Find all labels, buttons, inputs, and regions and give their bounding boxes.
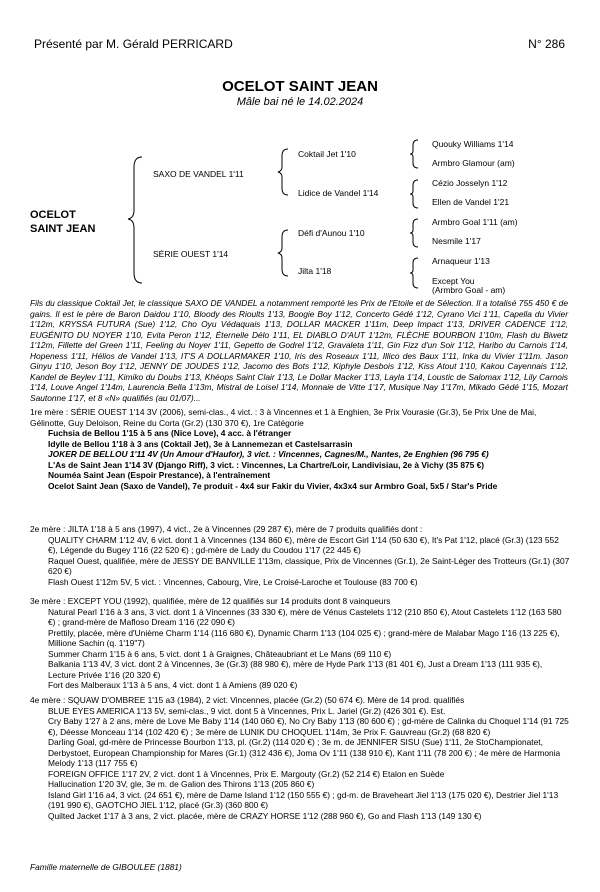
mere3-line: Fort des Malberaux 1'13 à 5 ans, 4 vict. dont 1 à Amiens (89 020 €) [48, 680, 298, 690]
pedigree-sds: Cézio Josselyn 1'12 [432, 178, 508, 188]
pedigree-ds: Défi d'Aunou 1'10 [298, 228, 365, 238]
pedigree-dsd: Nesmile 1'17 [432, 236, 481, 246]
pedigree-sss: Quouky Williams 1'14 [432, 139, 514, 149]
famille-maternelle: Famille maternelle de GIBOULEE (1881) [30, 862, 182, 872]
horse-subtitle: Mâle bai né le 14.02.2024 [236, 96, 364, 108]
pedigree-brace-dam [276, 228, 292, 278]
mere2-line: Raquel Ouest, qualifiée, mère de JESSY DE BANVILLE 1'13m, classique, Prix de Vincennes (Gr.1), 2e Saint-Léger des Trotteurs (Gr.1) (307 620 €) [48, 555, 570, 576]
lot-number: N° 286 [528, 37, 565, 51]
mere1-line: JOKER DE BELLOU 1'11 4V (Un Amour d'Haufor), 3 vict. : Vincennes, Cagnes/M., Nantes, 2e Enghien (96 795 €) [48, 449, 489, 459]
pedigree-sdd: Ellen de Vandel 1'21 [432, 197, 510, 207]
presenter-text: Présenté par M. Gérald PERRICARD [34, 37, 233, 51]
mere3-line: Balkania 1'13 4V, 3 vict. dont 2 à Vincennes, 3e (Gr.3) (88 980 €), mère de Hyde Park 1'13 (81 401 €), Just a Dream 1'13 (111 935 €), Lecture Privée 1'16 (20 320 €) [48, 659, 543, 680]
mere3-head: 3e mère : EXCEPT YOU (1992), qualifiée, mère de 12 qualifiés sur 14 produits dont 8 vainqueurs [30, 596, 391, 606]
pedigree-brace-sire [276, 147, 292, 197]
mere1-line: L'As de Saint Jean 1'14 3V (Django Riff), 3 vict. : Vincennes, La Chartre/Loir, Landivisiau, 2e à Vichy (35 875 €) [48, 459, 485, 470]
mere3-line: Natural Pearl 1'16 à 3 ans, 3 vict. dont 1 à Vincennes (33 330 €), mère de Vénus Castelets 1'12 (210 850 €), Atout Castelets 1'12 (163 580 €) ; grand-mère de Mafloso Dream 1'16 (22 090 €) [48, 606, 562, 627]
section-mere1 [30, 407, 570, 491]
pedigree-brace-ds [408, 217, 422, 249]
pedigree-horse-line2: SAINT JEAN [30, 223, 96, 235]
pedigree-dds: Arnaqueur 1'13 [432, 256, 490, 266]
section-mere4 [30, 695, 570, 821]
mere1-head: 1re mère : SÉRIE OUEST 1'14 3V (2006), semi-clas., 4 vict. : 3 à Vincennes et 1 à Enghien, 3e Prix Vourasie (Gr.3), 5e Prix Une de Mai, Gélinotte, Guy Deloison, Reine du Corta (Gr.2) (130 370 €), 1re Catégorie [30, 407, 537, 428]
section-mere2 [30, 524, 570, 587]
horse-title: OCELOT SAINT JEAN [222, 78, 378, 95]
pedigree-brace-ss [408, 138, 422, 170]
pedigree-sd: Lidice de Vandel 1'14 [298, 188, 379, 198]
mere1-line: Ocelot Saint Jean (Saxo de Vandel), 7e produit - 4x4 sur Fakir du Vivier, 4x3x4 sur Armbro Goal, 5x5 / Star's Pride [48, 480, 498, 491]
sire-description: Fils du classique Coktail Jet, le classique SAXO DE VANDEL a notamment remporté les Prix de l'Etoile et de Sélection. Il a totalisé 755 450 € de gains. Il est le père de Baron Daidou 1'10, Bloody des Rioults 1'13, Boogie Boy 1'12, Concerto Gédé 1'12, Cyrano Vici 1'11, Capella du Vivier 1'12m, KRYSSA FUTURA (Sue) 1'12, Cho Oyu Védaquais 1'13, DOLLAR MACKER 1'11m, Deep Impact 1'13, DRIVER CADENCE 1'12, EUGÉNITO DU NOYER 1'10, Evita Peron 1'12, Éternelle Délo 1'11, EL DIABLO D'AUT 1'12m, FLÈCHE BOURBON 1'10m, Flash du Biwetz 1'12m, Fillette del Green 1'11, Feeling du Noyer 1'11, Gepetto de Godrel 1'12, Gravaleta 1'11, Gin Fizz d'un Soir 1'12, Haribo du Carnois 1'14, Hopeness 1'11, Hélios de Vandel 1'13, IT'S A DOLLARMAKER 1'10, Iris des Roseaux 1'11, Illico des Baux 1'11, Inka du Vivier 1'11m. Jason Ginyu 1'10, Jeson Boy 1'12, JENNY DE JOUDES 1'12, Jacomo des Bots 1'12, Kiphyle Desbois 1'12, Kiss Atout 1'10, Kakou Cayennais 1'12, Kandel de Beylev 1'11, Kimiko du Doubs 1'13, Khéops Saint Clair 1'13, Le Dollar Macker 1'13, Layla 1'14, Loustic de Salomax 1'12, Lily Carnois 1'14, Louve Angel 1'14m, Laurencia Bella 1'13m, Mistral de Loisel 1'14, Monnaie de Vitte 1'17, Musique Nay 1'17m, Mikado Gédé 1'15, Mozart Sautonne 1'17, et 8 «N» qualifiés (au 01/07)... [30, 298, 568, 403]
pedigree-ssd: Armbro Glamour (am) [432, 158, 515, 168]
pedigree-brace-dd [408, 256, 422, 290]
mere4-line: Quilted Jacket 1'17 à 3 ans, 2 vict. placée, mère de CRAZY HORSE 1'12 (288 960 €), Go and Flash 1'13 (149 130 €) [48, 810, 482, 821]
mere1-line: Fuchsia de Bellou 1'15 à 5 ans (Nice Love), 4 acc. à l'étranger [48, 428, 292, 438]
pedigree-horse-line1: OCELOT [30, 209, 76, 221]
pedigree-ss: Coktail Jet 1'10 [298, 149, 356, 159]
mere4-line: Darling Goal, gd-mère de Princesse Bourbon 1'13, pl. (Gr.2) (114 020 €) ; 3e m. de JENNIFER SISU (Sue) 1'11, 2e StoChampionatet, Derbystoet, European Championship for Mares (Gr.1) (312 436 €), Joma Ov 1'11 (138 910 €), Kant 1'11 (78 200 €) ; 4e mère de Harmonia Melody 1'13 (117 755 €) [48, 737, 561, 768]
pedigree-ddd1: Except You [432, 276, 475, 286]
pedigree-dd: Jilta 1'18 [298, 266, 332, 276]
pedigree-dss: Armbro Goal 1'11 (am) [432, 217, 518, 227]
pedigree-dam: SÉRIE OUEST 1'14 [153, 249, 229, 259]
mere4-head: 4e mère : SQUAW D'OMBREE 1'15 a3 (1984), 2 vict. Vincennes, placée (Gr.2) (50 674 €). Mère de 14 prod. qualifiés [30, 695, 465, 705]
mere1-line: Idylle de Bellou 1'18 à 3 ans (Coktail Jet), 3e à Lannemezan et Castelsarrasin [48, 438, 353, 449]
mere2-line: QUALITY CHARM 1'12 4V, 6 vict. dont 1 à Vincennes (134 860 €), mère de Escort Girl 1'14 (50 630 €), It's Pat 1'12, placé (Gr.3) (123 552 €), Légende du Bugey 1'16 (22 520 €) ; gd-mère de Lady du Coudou 1'17 (22 445 €) [48, 534, 559, 555]
mere4-line: BLUE EYES AMERICA 1'13 5V, semi-clas., 9 vict. dont 5 à Vincennes, Prix L. Jariel (Gr.2) (426 301 €). Est. [48, 705, 446, 716]
mere4-line: Cry Baby 1'27 à 2 ans, mère de Love Me Baby 1'14 (140 060 €), No Cry Baby 1'13 (80 600 €) ; gd-mère de Calinka du Choquel 1'14 (91 725 €), Déesse Monceau 1'14 (102 420 €) ; 3e mère de LUNIK DU CHOQUEL 1'14m, 3e Prix F. Gauvreau (Gr.2) (68 820 €) [48, 716, 569, 737]
mere2-head: 2e mère : JILTA 1'18 à 5 ans (1997), 4 vict., 2e à Vincennes (29 287 €), mère de 7 produits qualifiés dont : [30, 524, 423, 534]
pedigree-brace-main [126, 155, 146, 285]
mere1-line: Nouméa Saint Jean (Espoir Prestance), à l'entraînement [48, 470, 271, 480]
pedigree-ddd2: (Armbro Goal - am) [432, 285, 506, 295]
mere4-line: Island Girl 1'16 a4, 3 vict. (24 651 €), mère de Dame Island 1'12 (150 555 €) ; gd-m. de Braveheart Jiel 1'13 (175 020 €), Destrier Jiel 1'13 (191 990 €), GAOTCHO JIEL 1'12, placé (Gr.3) (360 800 €) [48, 789, 559, 810]
mere3-line: Summer Charm 1'15 à 6 ans, 5 vict. dont 1 à Graignes, Châteaubriant et Le Mans (69 110 €) [48, 648, 392, 659]
pedigree-brace-sd [408, 178, 422, 210]
mere4-line: FOREIGN OFFICE 1'17 2V, 2 vict. dont 1 à Vincennes, Prix E. Margouty (Gr.2) (52 214 €) Etalon en Suède [48, 768, 445, 779]
pedigree-sire: SAXO DE VANDEL 1'11 [153, 169, 244, 179]
mere2-line: Flash Ouest 1'12m 5V, 5 vict. : Vincennes, Cabourg, Vire, Le Croisé-Laroche et Toulouse (83 700 €) [48, 576, 418, 587]
section-mere3 [30, 596, 570, 691]
mere4-line: Hallucination 1'20 3V, gle, 3e m. de Galion des Thirons 1'13 (205 860 €) [48, 779, 315, 789]
mere3-line: Prettily, placée, mère d'Unième Charm 1'14 (116 680 €), Dynamic Charm 1'13 (104 025 €) ; grand-mère de Malabar Mago 1'16 (13 225 €), Millione Sachin (q. 1'19"7) [48, 627, 560, 648]
